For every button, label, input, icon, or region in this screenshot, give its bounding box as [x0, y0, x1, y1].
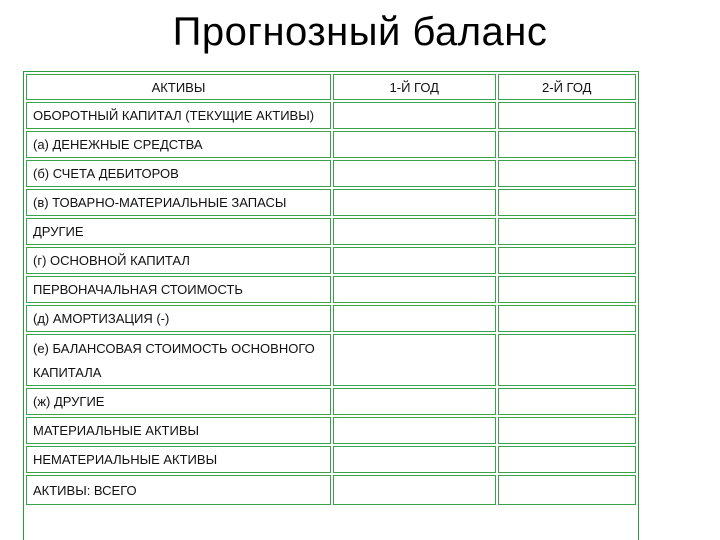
page-title: Прогнозный баланс	[172, 10, 548, 54]
cell-year-2[interactable]	[498, 247, 636, 274]
cell-year-2[interactable]	[498, 305, 636, 332]
table-row	[26, 388, 636, 415]
cell-year-2[interactable]	[498, 189, 636, 216]
cell-year-2[interactable]	[498, 475, 636, 505]
balance-table	[24, 72, 638, 507]
table-header-row	[26, 74, 636, 100]
table-row	[26, 475, 636, 505]
table-row	[26, 102, 636, 129]
table-row	[26, 417, 636, 444]
table-row	[26, 160, 636, 187]
cell-year-1[interactable]	[333, 446, 496, 473]
row-label: (б) СЧЕТА ДЕБИТОРОВ	[26, 160, 331, 187]
cell-year-1[interactable]	[333, 218, 496, 245]
table-row	[26, 305, 636, 332]
table-row	[26, 131, 636, 158]
cell-year-2[interactable]	[498, 102, 636, 129]
table-row	[26, 334, 636, 386]
cell-year-2[interactable]	[498, 218, 636, 245]
row-label: НЕМАТЕРИАЛЬНЫЕ АКТИВЫ	[26, 446, 331, 473]
row-label: (е) БАЛАНСОВАЯ СТОИМОСТЬ ОСНОВНОГО КАПИТАЛА	[26, 334, 331, 386]
table-row	[26, 218, 636, 245]
table-row	[26, 276, 636, 303]
cell-year-2[interactable]	[498, 334, 636, 386]
table-row	[26, 446, 636, 473]
balance-table-container	[23, 71, 639, 540]
cell-year-2[interactable]	[498, 131, 636, 158]
header-year-2: 2-Й ГОД	[498, 74, 636, 100]
cell-year-1[interactable]	[333, 334, 496, 386]
row-label: ДРУГИЕ	[26, 218, 331, 245]
cell-year-2[interactable]	[498, 276, 636, 303]
cell-year-1[interactable]	[333, 276, 496, 303]
row-label: (в) ТОВАРНО-МАТЕРИАЛЬНЫЕ ЗАПАСЫ	[26, 189, 331, 216]
cell-year-2[interactable]	[498, 388, 636, 415]
header-year-1: 1-Й ГОД	[333, 74, 496, 100]
cell-year-1[interactable]	[333, 247, 496, 274]
cell-year-2[interactable]	[498, 160, 636, 187]
cell-year-1[interactable]	[333, 305, 496, 332]
row-label: МАТЕРИАЛЬНЫЕ АКТИВЫ	[26, 417, 331, 444]
cell-year-1[interactable]	[333, 102, 496, 129]
cell-year-2[interactable]	[498, 417, 636, 444]
row-label: (ж) ДРУГИЕ	[26, 388, 331, 415]
table-row	[26, 189, 636, 216]
row-label: ПЕРВОНАЧАЛЬНАЯ СТОИМОСТЬ	[26, 276, 331, 303]
cell-year-1[interactable]	[333, 160, 496, 187]
cell-year-1[interactable]	[333, 189, 496, 216]
row-label: (г) ОСНОВНОЙ КАПИТАЛ	[26, 247, 331, 274]
cell-year-1[interactable]	[333, 131, 496, 158]
cell-year-1[interactable]	[333, 417, 496, 444]
row-label: ОБОРОТНЫЙ КАПИТАЛ (ТЕКУЩИЕ АКТИВЫ)	[26, 102, 331, 129]
table-row	[26, 247, 636, 274]
cell-year-2[interactable]	[498, 446, 636, 473]
row-label-total: АКТИВЫ: ВСЕГО	[26, 475, 331, 505]
row-label: (д) АМОРТИЗАЦИЯ (-)	[26, 305, 331, 332]
row-label: (а) ДЕНЕЖНЫЕ СРЕДСТВА	[26, 131, 331, 158]
cell-year-1[interactable]	[333, 475, 496, 505]
header-assets: АКТИВЫ	[26, 74, 331, 100]
cell-year-1[interactable]	[333, 388, 496, 415]
